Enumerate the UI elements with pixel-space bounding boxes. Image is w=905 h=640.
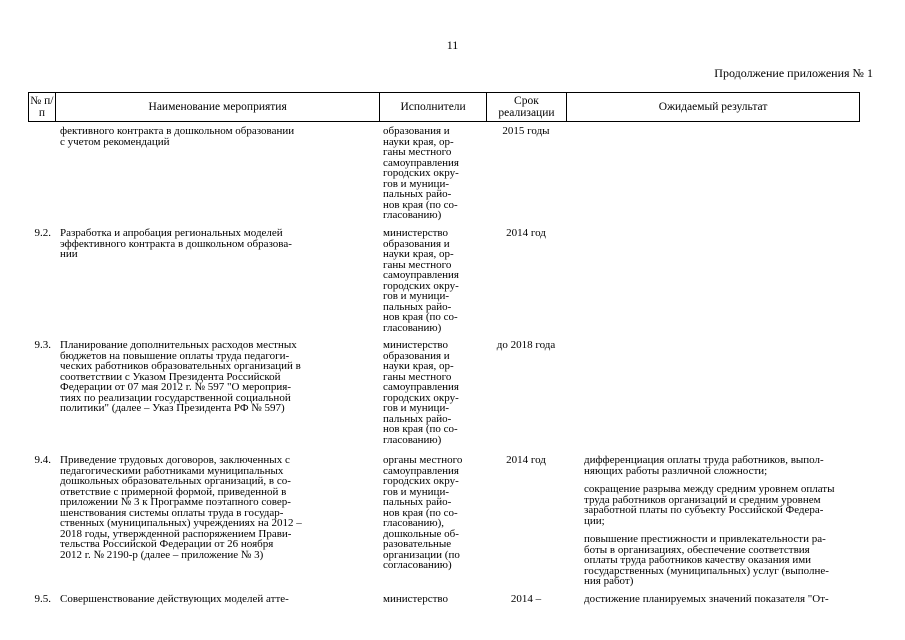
row-term: 2014 год bbox=[506, 227, 546, 239]
activity-line: с учетом рекомендаций bbox=[60, 135, 170, 148]
executor-line: городских окру- bbox=[383, 279, 459, 292]
executor-line: дошкольные об- bbox=[383, 527, 459, 540]
executor-line: нов края (по со- bbox=[383, 311, 458, 323]
result-line: ции; bbox=[584, 514, 605, 527]
row-result bbox=[566, 594, 860, 613]
row-result bbox=[566, 455, 860, 595]
executor-line: министерство bbox=[383, 339, 449, 351]
result-paragraph bbox=[584, 484, 854, 526]
result-line: труда работников организаций и средним уровнем bbox=[584, 493, 821, 506]
executor-line: органы местного bbox=[383, 454, 463, 466]
activity-line: бюджетов на повышение оплаты труда педагоги- bbox=[60, 349, 290, 362]
result-line: достижение планируемых значений показателя "От- bbox=[584, 593, 829, 605]
result-paragraph bbox=[584, 455, 854, 476]
activity-line: приложении № 3 к Программе поэтапного совер- bbox=[60, 496, 291, 508]
activity-line: политики" (далее – Указ Президента РФ № 597) bbox=[60, 402, 285, 414]
executor-line: гов и муници- bbox=[383, 485, 449, 498]
result-line: боты в организациях, обеспечение соответствия bbox=[584, 543, 810, 556]
result-paragraph bbox=[584, 534, 854, 587]
executor-line: пальных райо- bbox=[383, 412, 452, 425]
executor-line: согласованию) bbox=[383, 559, 452, 571]
row-activity-name bbox=[54, 455, 380, 595]
activity-line: педагогическими работниками муниципальных bbox=[60, 464, 284, 477]
executor-line: ганы местного bbox=[383, 258, 452, 271]
header-term: Срок реализации bbox=[487, 93, 567, 121]
header-num: № п/п bbox=[29, 93, 56, 121]
result-line: ния работ) bbox=[584, 575, 634, 587]
row-executors bbox=[380, 455, 486, 595]
result-line: дифференциация оплаты труда работников, выпол- bbox=[584, 454, 824, 466]
executor-line: самоуправления bbox=[383, 381, 459, 393]
result-line: сокращение разрыва между средним уровнем оплаты bbox=[584, 483, 835, 495]
header-result: Ожидаемый результат bbox=[658, 101, 768, 113]
executor-line: гласованию) bbox=[383, 209, 442, 221]
executor-line: гласованию) bbox=[383, 321, 442, 334]
row-executors bbox=[380, 126, 486, 221]
row-executors bbox=[380, 228, 486, 333]
executor-line: нов края (по со- bbox=[383, 198, 458, 211]
activity-line: дошкольных образовательных организаций, в со- bbox=[60, 475, 291, 487]
activity-line: 2018 годы, утвержденной распоряжением Прави- bbox=[60, 527, 292, 540]
executor-line: министерство bbox=[383, 593, 449, 605]
executor-line: пальных райо- bbox=[383, 300, 452, 313]
executor-line: организации (по bbox=[383, 548, 460, 561]
row-term: 2015 годы bbox=[502, 125, 550, 137]
result-line: няющих работы различной сложности; bbox=[584, 464, 768, 477]
activity-line: Совершенствование действующих моделей атте- bbox=[60, 593, 289, 605]
executor-line: городских окру- bbox=[383, 475, 459, 487]
executor-line: науки края, ор- bbox=[383, 248, 454, 260]
row-term: до 2018 года bbox=[496, 339, 556, 351]
result-line: заработной платы по субъекту Российской Федера- bbox=[584, 504, 824, 516]
executor-line: городских окру- bbox=[383, 167, 459, 179]
activity-line: 2012 г. № 2190-р (далее – приложение № 3) bbox=[60, 548, 264, 561]
table-row bbox=[28, 126, 860, 221]
executor-line: науки края, ор- bbox=[383, 135, 454, 148]
executor-line: пальных райо- bbox=[383, 188, 452, 200]
executor-line: гов и муници- bbox=[383, 290, 449, 302]
table-row bbox=[28, 340, 860, 445]
executor-line: городских окру- bbox=[383, 391, 459, 404]
row-activity-name bbox=[54, 594, 380, 613]
row-activity-name bbox=[54, 228, 380, 333]
executor-line: гласованию) bbox=[383, 433, 442, 446]
row-number bbox=[28, 126, 54, 221]
row-number: 9.4. bbox=[34, 454, 51, 466]
activity-line: соответствии с Указом Президента Российской bbox=[60, 370, 281, 383]
appendix-continuation: Продолжение приложения № 1 bbox=[714, 66, 873, 80]
row-number: 9.3. bbox=[34, 339, 51, 351]
row-executors bbox=[380, 340, 486, 445]
activity-line: ственных (муниципальных) учреждениях на 2012 – bbox=[60, 517, 302, 529]
executor-line: образования и bbox=[383, 349, 450, 362]
row-result bbox=[566, 228, 860, 333]
activity-line: Разработка и апробация региональных моделей bbox=[60, 227, 283, 239]
row-activity-name bbox=[54, 126, 380, 221]
executor-line: нов края (по со- bbox=[383, 506, 458, 519]
executor-line: гов и муници- bbox=[383, 402, 449, 414]
row-number: 9.5. bbox=[34, 593, 51, 605]
activity-line: ческих работников образовательных организаций в bbox=[60, 360, 301, 372]
executor-line: нов края (по со- bbox=[383, 423, 458, 435]
activity-line: Приведение трудовых договоров, заключенных с bbox=[60, 454, 290, 466]
executor-line: образования и bbox=[383, 125, 450, 137]
executor-line: ганы местного bbox=[383, 370, 452, 383]
executor-line: министерство bbox=[383, 227, 449, 239]
result-line: оплаты труда работников качеству оказания ими bbox=[584, 554, 812, 566]
row-result bbox=[566, 340, 860, 445]
executor-line: пальных райо- bbox=[383, 496, 452, 508]
activity-line: Федерации от 07 мая 2012 г. № 597 "О мероприя- bbox=[60, 381, 291, 393]
activity-line: ответствие с примерной формой, приведенной в bbox=[60, 485, 287, 498]
row-term: 2014 – bbox=[510, 593, 542, 605]
executor-line: образования и bbox=[383, 237, 450, 250]
header-exec: Исполнители bbox=[380, 93, 486, 121]
executor-line: ганы местного bbox=[383, 146, 452, 158]
executor-line: самоуправления bbox=[383, 464, 459, 477]
executor-line: самоуправления bbox=[383, 156, 459, 169]
row-term: 2014 год bbox=[506, 454, 546, 466]
activity-line: тиях по реализации государственной социальной bbox=[60, 391, 291, 404]
activity-line: тельства Российской Федерации от 26 ноября bbox=[60, 538, 274, 550]
activity-line: эффективного контракта в дошкольном образова- bbox=[60, 237, 292, 250]
activity-line: шенствования системы оплаты труда в государ- bbox=[60, 506, 284, 519]
activity-line: фективного контракта в дошкольном образовании bbox=[60, 125, 295, 137]
result-paragraph bbox=[584, 594, 854, 605]
activity-line: нии bbox=[60, 248, 78, 260]
result-line: государственных (муниципальных) услуг (выполне- bbox=[584, 564, 829, 577]
table-header bbox=[28, 92, 860, 122]
executor-line: науки края, ор- bbox=[383, 360, 454, 372]
executor-line: гласованию), bbox=[383, 517, 445, 529]
row-executors bbox=[380, 594, 486, 613]
header-name: Наименование мероприятия bbox=[56, 93, 381, 121]
page-number: 11 bbox=[446, 38, 459, 52]
executor-line: самоуправления bbox=[383, 269, 459, 281]
table-row bbox=[28, 228, 860, 333]
row-activity-name bbox=[54, 340, 380, 445]
row-number: 9.2. bbox=[34, 227, 51, 239]
result-line: повышение престижности и привлекательности ра- bbox=[584, 533, 826, 545]
executor-line: разовательные bbox=[383, 538, 452, 550]
table-row bbox=[28, 455, 860, 595]
executor-line: гов и муници- bbox=[383, 177, 449, 190]
table-row bbox=[28, 594, 860, 613]
row-result bbox=[566, 126, 860, 221]
activity-line: Планирование дополнительных расходов местных bbox=[60, 339, 297, 351]
